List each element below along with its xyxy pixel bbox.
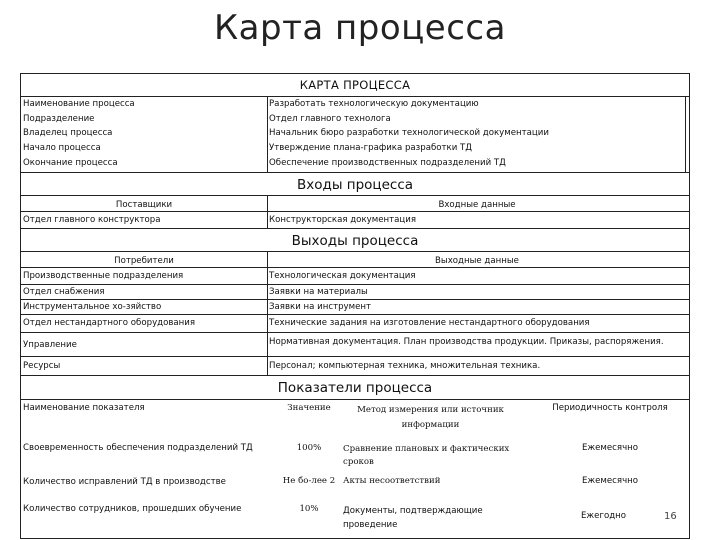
inputs-col-supplier: Поставщики	[115, 200, 173, 210]
divider	[21, 375, 689, 376]
output-consumer-3: Отдел нестандартного оборудования	[23, 318, 196, 328]
outputs-section-title: Выходы процесса	[291, 233, 419, 249]
divider	[685, 96, 686, 172]
resources-label: Ресурсы	[23, 361, 61, 371]
output-data-2: Заявки на инструмент	[269, 302, 372, 312]
divider	[21, 195, 689, 196]
output-data-3: Технические задания на изготовление нестандартного оборудования	[269, 318, 590, 328]
indicator-name-1: Количество исправлений ТД в производстве	[23, 477, 226, 487]
info-value-process-name: Разработать технологическую документацию	[269, 99, 479, 109]
divider	[21, 251, 689, 252]
page-number: 16	[664, 511, 677, 522]
indicator-method-0: Сравнение плановых и фактических сроков	[343, 444, 510, 467]
divider	[21, 399, 689, 400]
info-label-start: Начало процесса	[23, 143, 101, 153]
divider	[21, 96, 689, 97]
divider	[21, 284, 689, 285]
card-title: КАРТА ПРОЦЕССА	[299, 78, 411, 92]
indicators-col-name: Наименование показателя	[23, 403, 145, 413]
indicator-value-1: Не бо-лее 2	[282, 476, 336, 486]
output-consumer-0: Производственные подразделения	[23, 271, 184, 281]
management-value: Нормативная документация. План производства продукции. Приказы, распоряжения.	[269, 337, 664, 347]
info-label-owner: Владелец процесса	[23, 128, 113, 138]
process-card	[20, 73, 690, 539]
info-label-end: Окончание процесса	[23, 158, 118, 168]
slide-title: Карта процесса	[214, 8, 506, 48]
divider	[21, 267, 689, 268]
info-value-end: Обеспечение производственных подразделений ТД	[269, 158, 506, 168]
indicators-col-method: Метод измерения или источник информации	[357, 405, 504, 430]
divider	[21, 332, 689, 333]
indicator-period-2: Ежегодно	[581, 511, 627, 521]
info-label-process-name: Наименование процесса	[23, 99, 135, 109]
outputs-col-consumer: Потребители	[114, 256, 174, 266]
divider	[21, 314, 689, 315]
indicators-section-title: Показатели процесса	[277, 380, 433, 396]
indicator-value-2: 10%	[299, 504, 319, 514]
resources-value: Персонал; компьютерная техника, множительная техника.	[269, 361, 541, 371]
indicator-name-0: Своевременность обеспечения подразделений ТД	[23, 443, 253, 453]
indicator-value-0: 100%	[296, 443, 322, 453]
divider	[21, 299, 689, 300]
indicator-period-1: Ежемесячно	[581, 476, 639, 486]
output-data-0: Технологическая документация	[269, 271, 416, 281]
inputs-section-title: Входы процесса	[296, 177, 414, 193]
divider	[21, 228, 689, 229]
divider	[21, 211, 267, 212]
info-value-start: Утверждение плана-графика разработки ТД	[269, 143, 473, 153]
indicator-method-1: Акты несоответствий	[343, 476, 441, 486]
output-consumer-1: Отдел снабжения	[23, 287, 105, 297]
indicator-name-2: Количество сотрудников, прошедших обучение	[23, 504, 242, 514]
indicators-col-period: Периодичность контроля	[552, 403, 668, 413]
inputs-col-data: Входные данные	[438, 200, 516, 210]
indicator-period-0: Ежемесячно	[581, 443, 639, 453]
output-consumer-2: Инструментальное хо-зяйство	[23, 302, 162, 312]
management-label: Управление	[23, 340, 77, 350]
divider	[21, 356, 689, 357]
outputs-col-data: Выходные данные	[435, 256, 519, 266]
indicator-method-2: Документы, подтверждающие проведение	[343, 506, 483, 530]
info-value-owner: Начальник бюро разработки технологической документации	[269, 128, 549, 138]
input-supplier-0: Отдел главного конструктора	[23, 215, 161, 225]
divider	[21, 172, 689, 173]
divider	[267, 211, 689, 212]
indicators-col-value: Значение	[287, 403, 331, 413]
info-label-department: Подразделение	[23, 114, 95, 124]
output-data-1: Заявки на материалы	[269, 287, 368, 297]
divider	[267, 96, 268, 172]
info-value-department: Отдел главного технолога	[269, 114, 391, 124]
input-data-0: Конструкторская документация	[269, 215, 416, 225]
